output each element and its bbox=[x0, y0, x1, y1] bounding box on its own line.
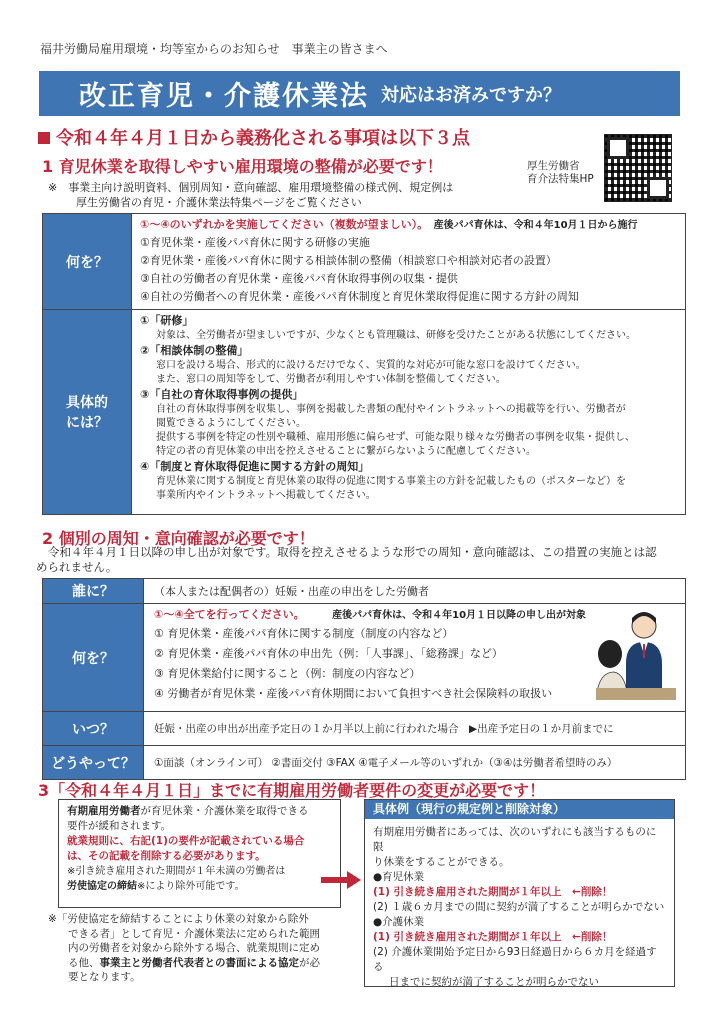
who-label: 誰に？ bbox=[43, 579, 144, 604]
example-box-header: 具体例（現行の規定例と削除対象） bbox=[365, 800, 674, 819]
arrow-right-icon bbox=[321, 871, 361, 889]
section3-footnote: ※「労使協定を締結することにより休業の対象から除外 できる者」として育児・介護休業法に定められた範囲 内の労働者を対象から除外する場合、就業規則に定め る他、事業主と労働者代表者との書面による協定が必 要となります。 bbox=[48, 913, 320, 983]
section2-heading: 2 個別の周知・意向確認が必要です！ bbox=[42, 529, 315, 548]
square-bullet-icon bbox=[38, 132, 50, 144]
section3-summary-box: 有期雇用労働者が育児休業・介護休業を取得できる 要件が緩和されます。 就業規則に、右記(1)の要件が記載されている場合 は、その記載を削除する必要があります。 ※引き続き雇用された期間が１年未満の労働者は 労使協定の締結※により除外可能です。 bbox=[58, 799, 341, 908]
what2-lead: ①～④全てを行ってください。 bbox=[154, 608, 300, 621]
main-heading: 令和４年４月１日から義務化される事項は以下３点 bbox=[38, 124, 470, 150]
nursing-head: ●介護休業 bbox=[373, 916, 425, 928]
what-label: 何を？ bbox=[43, 214, 132, 310]
consultation-illustration bbox=[596, 604, 676, 700]
what-item-1: ①育児休業・産後パパ育休に関する研修の実施 bbox=[140, 236, 370, 249]
section3-example-box: 具体例（現行の規定例と削除対象） 有期雇用労働者にあっては、次のいずれにも該当するものに限 り休業をすることができる。 ●育児休業 (1) 引き続き雇用された期間が１年以上 ←削除！ (2) １歳６カ月までの間に契約が満了することが明らかでない ●介護休業 (1) 引き続き雇用された期間が１年以上 ←削除！ (2) 介護休業開始予定日から93日経過日から６カ月を経過する 日までに契約が満了することが明らかでない bbox=[364, 799, 675, 987]
concrete-consult-head: ②「相談体制の整備」 bbox=[140, 344, 249, 357]
nursing-item-2: (2) 介護休業開始予定日から93日経過日から６カ月を経過する bbox=[373, 946, 657, 973]
what-item-3: ③自社の労働者の育児休業・産後パパ育休取得事例の収集・提供 bbox=[140, 272, 458, 285]
section1-heading: 1 育児休業を取得しやすい雇用環境の整備が必要です！ bbox=[42, 157, 443, 176]
section2-intro: 令和４年４月１日以降の申し出が対象です。取得を控えさせるような形での周知・意向確認は、この措置の実施とは認 められません。 bbox=[36, 545, 657, 574]
what-item-4: ④自社の労働者への育児休業・産後パパ育休制度と育児休業取得促進に関する方針の周知 bbox=[140, 290, 579, 303]
what-lead-note: 産後パパ育休は、令和４年10月１日から施行 bbox=[433, 220, 638, 231]
section3-heading: 3「令和４年４月１日」までに有期雇用労働者要件の変更が必要です！ bbox=[38, 781, 546, 800]
when-label: いつ？ bbox=[43, 712, 144, 746]
nursing-item-1: (1) 引き続き雇用された期間が１年以上 ←削除！ bbox=[373, 931, 613, 943]
how-text: ①面談（オンライン可） ②書面交付 ③FAX ④電子メール等のいずれか（③④は労働者希望時のみ） bbox=[144, 746, 686, 780]
what-cell bbox=[132, 214, 686, 310]
section1-table bbox=[42, 213, 686, 515]
what2-label: 何を？ bbox=[43, 604, 144, 712]
concrete-cell: ①「研修」 対象は、全労働者が望ましいですが、少なくとも管理職は、研修を受けたことがある状態にしてください。 ②「相談体制の整備」 窓口を設ける場合、形式的に設けるだけでなく、実質的な対応が可能な窓口を設けてください。 また、窓口の周知等をして、労働者が利用しやすい体制を整備してください。 ③「自社の育休取得事例の提供」 自社の育休取得事例を収集し、事例を掲載した書類の配付やイントラネットへの掲載等を行い、労働者が 閲覧できるようにしてください。 提供する事例を特定の性別や職種、雇用形態に偏らせず、可能な限り様々な労働者の事例を収集・提供し、 特定の者の育児休業の申出を控えさせることに繋がらないように配慮してください。 ④「制度と育休取得促進に関する方針の周知」 育児休業に関する制度と育児休業の取得の促進に関する事業主の方針を記載したもの（ポスターなど）を 事業所内やイントラネットへ掲載してください。 bbox=[132, 310, 686, 515]
how-label: どうやって？ bbox=[43, 746, 144, 780]
when-text: 妊娠・出産の申出が出産予定日の１か月半以上前に行われた場合 ▶出産予定日の１か月前までに bbox=[144, 712, 686, 746]
what2-lead-note: 産後パパ育休は、令和４年10月１日以降の申し出が対象 bbox=[332, 610, 587, 621]
childcare-item-2: (2) １歳６カ月までの間に契約が満了することが明らかでない bbox=[373, 901, 665, 913]
what-item-2: ②育児休業・産後パパ育休に関する相談体制の整備（相談窓口や相談対応者の設置） bbox=[140, 254, 557, 267]
qr-label: 厚生労働省 育介法特集HP bbox=[527, 160, 594, 185]
concrete-cases-head: ③「自社の育休取得事例の提供」 bbox=[140, 388, 304, 401]
what-lead: ①～④のいずれかを実施してください（複数が望ましい）。 bbox=[140, 218, 423, 231]
top-notice: 福井労働局雇用環境・均等室からのお知らせ 事業主の皆さまへ bbox=[40, 42, 388, 56]
page-subtitle: 対応はお済みですか？ bbox=[381, 84, 561, 106]
concrete-policy-head: ④「制度と育休取得促進に関する方針の周知」 bbox=[140, 460, 370, 473]
what2-item-1: ① 育児休業・産後パパ育休に関する制度（制度の内容など） bbox=[154, 627, 454, 640]
section1-note: ※ 事業主向け説明資料、個別周知・意向確認、雇用環境整備の様式例、規定例は 厚生労働省の育児・介護休業法特集ページをご覧ください bbox=[48, 181, 454, 209]
qr-code[interactable] bbox=[604, 134, 672, 202]
concrete-label: 具体的 には？ bbox=[43, 310, 132, 515]
section2-table bbox=[42, 578, 686, 780]
what2-item-2: ② 育児休業・産後パパ育休の申出先（例：「人事課」、「総務課」など） bbox=[154, 647, 503, 660]
who-text: （本人または配偶者の）妊娠・出産の申出をした労働者 bbox=[144, 579, 686, 604]
what2-item-3: ③ 育児休業給付に関すること（例：制度の内容など） bbox=[154, 667, 421, 680]
title-banner bbox=[39, 71, 680, 116]
childcare-head: ●育児休業 bbox=[373, 871, 425, 883]
page-title: 改正育児・介護休業法 bbox=[79, 81, 369, 112]
childcare-item-1: (1) 引き続き雇用された期間が１年以上 ←削除！ bbox=[373, 886, 613, 898]
concrete-training-head: ①「研修」 bbox=[140, 314, 194, 327]
what2-item-4: ④ 労働者が育児休業・産後パパ育休期間において負担すべき社会保険料の取扱い bbox=[154, 687, 553, 700]
